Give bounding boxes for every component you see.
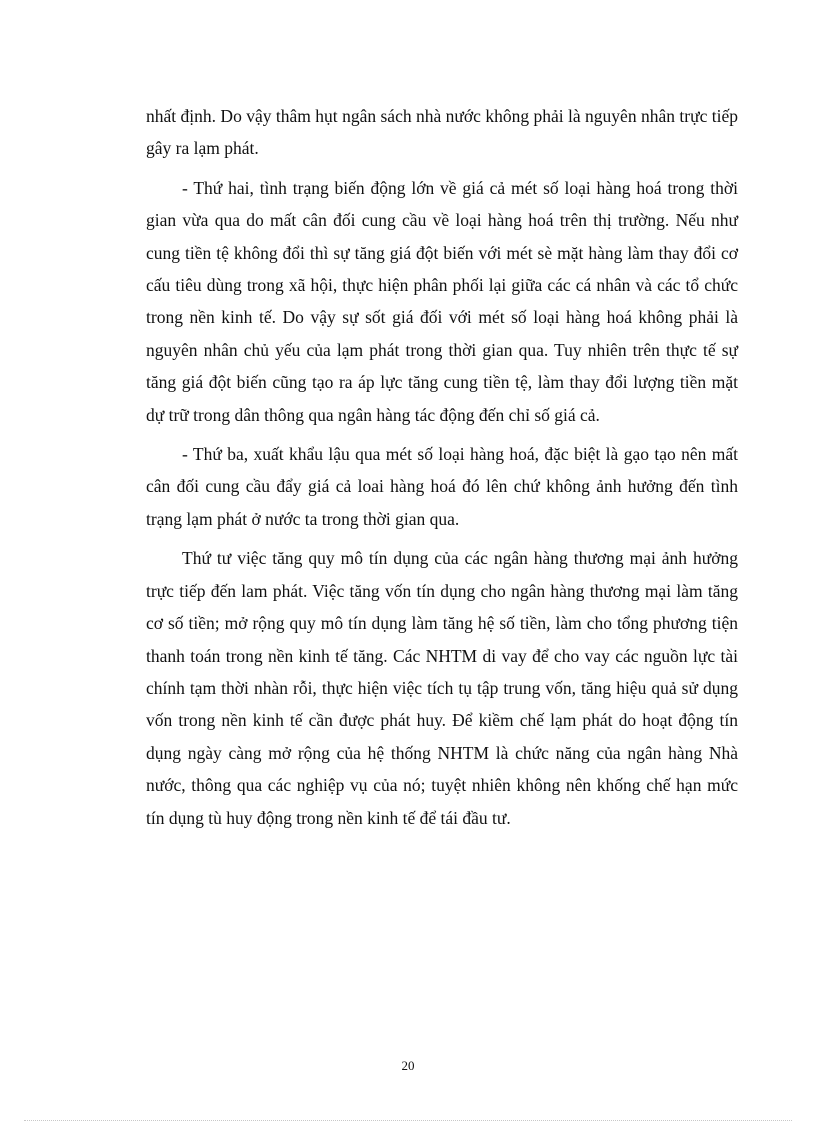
paragraph-fourth-reason: Thứ tư việc tăng quy mô tín dụng của các ngân hàng thương mại ảnh hưởng trực tiếp đến lam phát. Việc tăng vốn tín dụng cho ngân hàng thương mại làm tăng cơ số tiền; mở rộng quy mô tín dụng làm tăng hệ số tiền, làm cho tổng phương tiện thanh toán trong nền kinh tế tăng. Các NHTM di vay để cho vay các nguồn lực tài chính tạm thời nhàn rỗi, thực hiện việc tích tụ tập trung vốn, tăng hiệu quả sử dụng vốn trong nền kinh tế cần được phát huy. Để kiềm chế lạm phát do hoạt động tín dụng ngày càng mở rộng của hệ thống NHTM là chức năng của ngân hàng Nhà nước, thông qua các nghiệp vụ của nó; tuyệt nhiên không nên khống chế hạn mức tín dụng tù huy động trong nền kinh tế để tái đầu tư. [146,548,738,828]
page-number: 20 [401,1058,415,1073]
paragraph-second-reason: - Thứ hai, tình trạng biến động lớn về giá cả mét số loại hàng hoá trong thời gian vừa qua do mất cân đối cung cầu về loại hàng hoá trên thị trường. Nếu như cung tiền tệ không đổi thì sự tăng giá đột biến với mét sè mặt hàng làm thay đổi cơ cấu tiêu dùng trong xã hội, thực hiện phân phối lại giữa các cá nhân và các tổ chức trong nền kinh tế. Do vậy sự sốt giá đối với mét số loại hàng hoá không phải là nguyên nhân chủ yếu của lạm phát trong thời gian qua. Tuy nhiên trên thực tế sự tăng giá đột biến cũng tạo ra áp lực tăng cung tiền tệ, làm thay đổi lượng tiền mặt dự trữ trong dân thông qua ngân hàng tác động đến chỉ số giá cả. [146,177,738,425]
paragraph-third-reason: - Thứ ba, xuất khẩu lậu qua mét số loại hàng hoá, đặc biệt là gạo tạo nên mất cân đối cung cầu đẩy giá cả loai hàng hoá đó lên chứ không ảnh hưởng đến tình trạng lạm phát ở nước ta trong thời gian qua. [146,444,738,529]
paragraph-continuation: nhất định. Do vậy thâm hụt ngân sách nhà nước không phải là nguyên nhân trực tiếp gây ra lạm phát. [146,106,738,159]
body-text [146,100,738,834]
page-bottom-divider [24,1120,792,1121]
